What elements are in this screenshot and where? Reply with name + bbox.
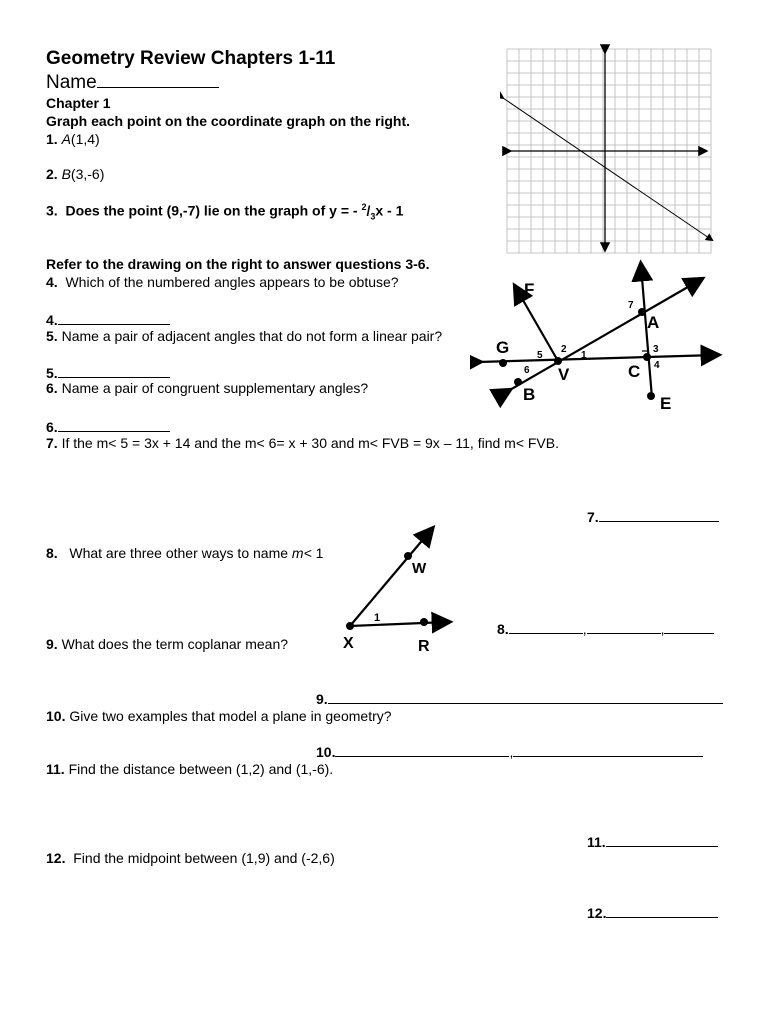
line-ae [641,266,652,398]
answer-12[interactable]: 12. [587,903,718,921]
angle-label-1: 1 [374,612,381,624]
question-1: 1. A(1,4) [46,131,100,147]
line-gc [478,355,716,362]
angle-drawing [470,258,730,418]
label-r: R [418,638,430,654]
ray-xr [350,622,447,626]
label-c: C [628,362,641,381]
answer-11[interactable]: 11. [587,832,718,850]
question-11: 11. Find the distance between (1,2) and (1,-6). [46,761,334,777]
angle-4: 4 [654,360,660,371]
question-10: 10. Give two examples that model a plane in geometry? [46,708,392,724]
question-3: 3. Does the point (9,-7) lie on the graph of y = - $^2/_3x - 1$ [46,202,404,222]
name-label: Name [46,72,97,93]
page-title: Geometry Review Chapters 1-11 [46,48,336,69]
chapter-label: Chapter 1 [46,95,111,111]
label-v: V [558,365,570,384]
label-x: X [343,635,354,652]
angle-6: 6 [524,365,530,376]
line-ba [508,280,700,391]
angle-5: 5 [537,350,543,361]
label-a: A [647,313,660,332]
question-5: 5. Name a pair of adjacent angles that do not form a linear pair? [46,328,443,344]
answer-6[interactable]: 6. [46,417,170,435]
question-8: 8. What are three other ways to name m< 1 [46,545,324,561]
question-9: 9. What does the term coplanar mean? [46,636,289,652]
angle-1: 1 [581,350,587,361]
question-12: 12. Find the midpoint between (1,9) and (-2,6) [46,850,335,866]
label-g: G [496,338,510,357]
question-2: 2. B(3,-6) [46,166,105,182]
question-6: 6. Name a pair of congruent supplementary angles? [46,380,369,396]
coordinate-graph[interactable] [500,44,720,256]
question-4: 4. Which of the numbered angles appears to be obtuse? [46,274,399,290]
angle-3: 3 [653,344,659,355]
angle-2: 2 [561,344,567,355]
angle-7: 7 [628,300,634,311]
answer-8[interactable]: 8. , , [497,619,714,637]
question-7: 7. If the m< 5 = 3x + 14 and the m< 6= x + 30 and m< FVB = 9x – 11, find m< FVB. [46,435,559,451]
drawing-instruction: Refer to the drawing on the right to answer questions 3-6. [46,256,430,272]
label-b: B [523,385,536,404]
answer-5[interactable]: 5. [46,363,170,381]
label-w: W [412,560,427,577]
label-f: F [524,280,535,299]
ray-xw [350,530,431,626]
name-field[interactable] [46,72,219,94]
angle-wxr-figure [330,522,460,654]
answer-4[interactable]: 4. [46,310,170,328]
label-e: E [660,394,672,413]
answer-9[interactable]: 9. [316,689,723,707]
chapter-instruction: Graph each point on the coordinate graph on the right. [46,113,411,129]
answer-10[interactable]: 10. , [316,742,703,760]
answer-7[interactable]: 7. [587,507,719,525]
